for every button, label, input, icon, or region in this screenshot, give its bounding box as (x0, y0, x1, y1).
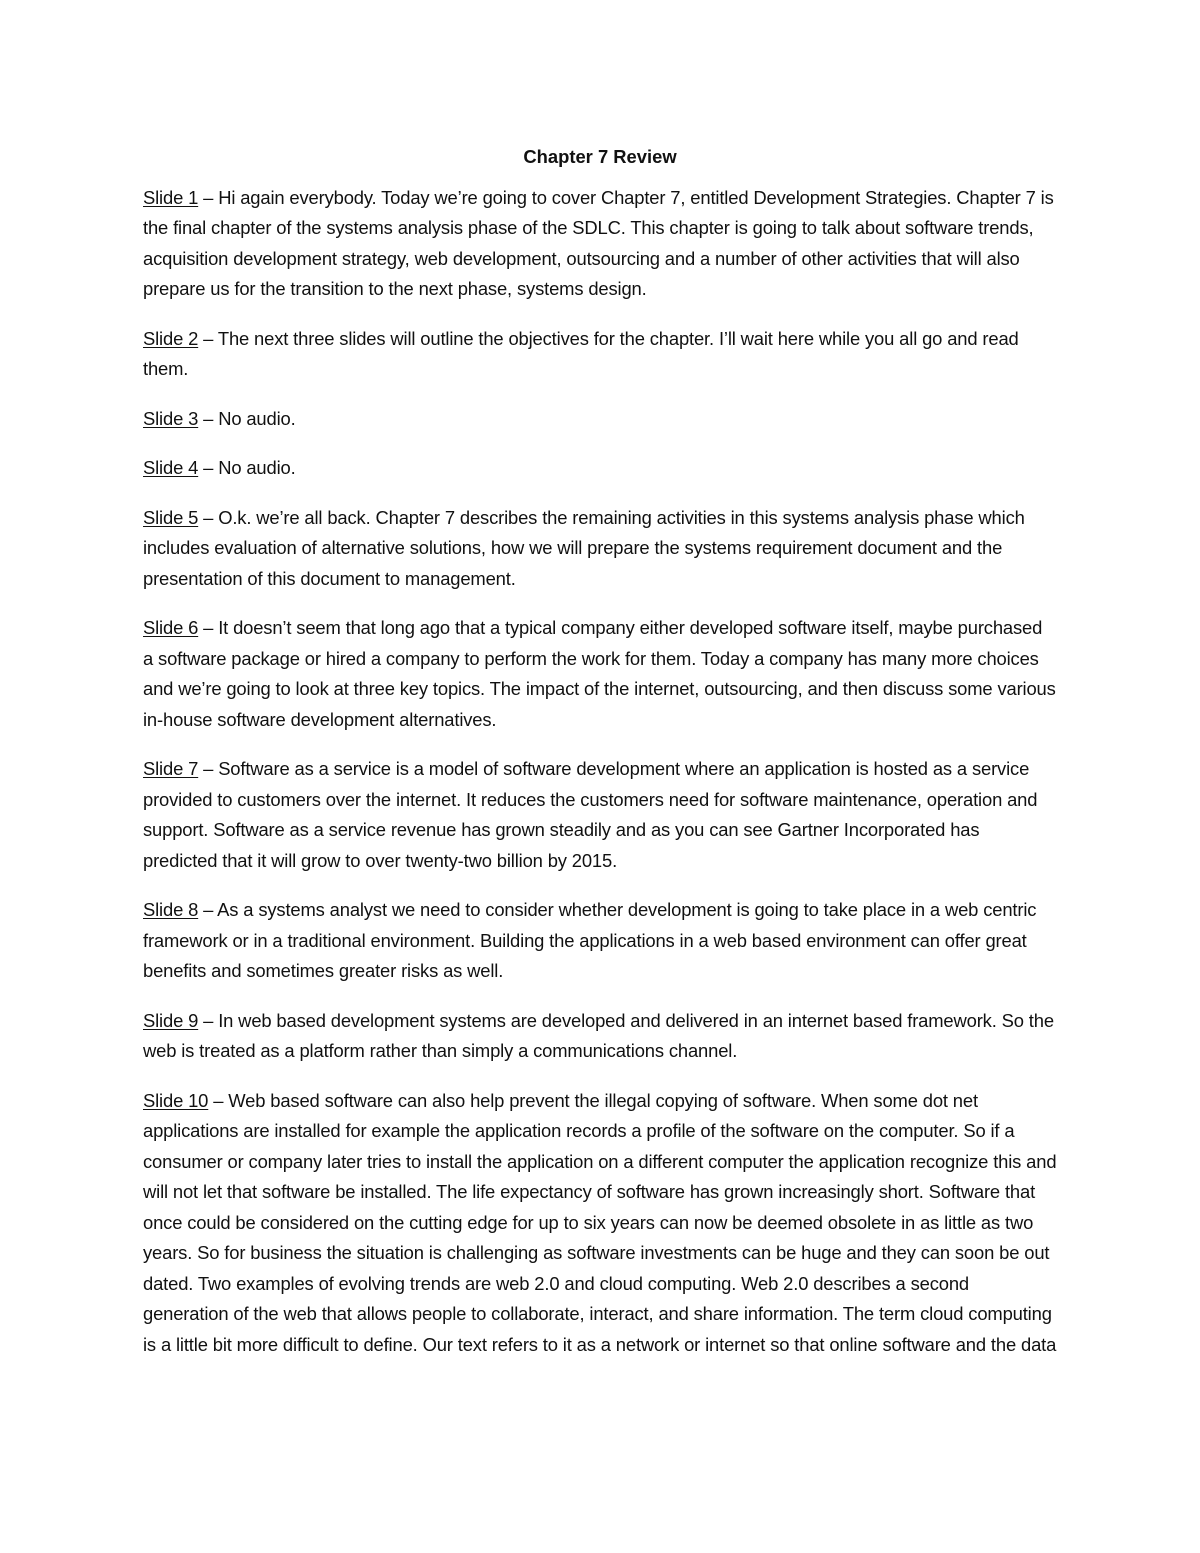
paragraph-slide-2 (143, 324, 1057, 385)
paragraph-slide-1 (143, 183, 1057, 305)
document-title: Chapter 7 Review (523, 146, 677, 167)
paragraph-text: Web based software can also help prevent the illegal copying of software. When some dot net applications are installed for example the application records a profile of the software on the computer. So if a consumer or company later tries to install the application on a different computer the application recognize this and will not let that software be installed. The life expectancy of software has grown increasingly short. Software that once could be considered on the cutting edge for up to six years can now be deemed obsolete in as little as two years. So for business the situation is challenging as software investments can be huge and they can soon be out dated. Two examples of evolving trends are web 2.0 and cloud computing. Web 2.0 describes a second generation of the web that allows people to collaborate, interact, and share information. The term cloud computing is a little bit more difficult to define. Our text refers to it as a network or internet so that online software and the data (143, 1089, 1057, 1355)
dash-separator: – (198, 758, 219, 779)
slide-label: Slide 3 (143, 407, 199, 429)
slide-label: Slide 9 (143, 1009, 199, 1031)
paragraph-slide-3 (143, 404, 1057, 435)
paragraph-slide-4 (143, 453, 1057, 484)
dash-separator: – (198, 327, 218, 349)
paragraph-slide-9 (143, 1006, 1057, 1067)
dash-separator: – (198, 1009, 219, 1031)
slide-label: Slide 8 (143, 899, 199, 920)
paragraph-text: Hi again everybody. Today we’re going to cover Chapter 7, entitled Development Strategies. Chapter 7 is the final chapter of the systems analysis phase of the SDLC. This chapter is going to talk about software trends, acquisition development strategy, web development, outsourcing and a number of other activities that will also prepare us for the transition to the next phase, systems design. (143, 186, 1054, 299)
dash-separator: – (198, 506, 219, 528)
dash-separator: – (198, 407, 219, 429)
paragraph-text: O.k. we’re all back. Chapter 7 describes the remaining activities in this systems analysis phase which includes evaluation of alternative solutions, how we will prepare the systems requirement document and the presentation of this document to management. (143, 506, 1025, 589)
slide-label: Slide 2 (143, 327, 199, 349)
paragraph-slide-8 (143, 895, 1057, 987)
slide-label: Slide 6 (143, 617, 199, 638)
paragraph-slide-5 (143, 503, 1057, 595)
paragraph-text: The next three slides will outline the objectives for the chapter. I’ll wait here while you all go and read them. (143, 327, 1019, 379)
dash-separator: – (198, 186, 219, 208)
dash-separator: – (198, 617, 219, 638)
paragraph-text: In web based development systems are developed and delivered in an internet based framework. So the web is treated as a platform rather than simply a communications channel. (143, 1009, 1054, 1061)
paragraph-slide-7 (143, 754, 1057, 876)
slide-label: Slide 7 (143, 758, 199, 779)
paragraph-slide-10 (143, 1086, 1057, 1361)
paragraph-text: No audio. (218, 407, 296, 429)
slide-label: Slide 4 (143, 457, 199, 478)
dash-separator: – (208, 1089, 229, 1111)
paragraph-slide-6 (143, 613, 1057, 735)
paragraph-text: As a systems analyst we need to consider whether development is going to take place in a web centric framework or in a traditional environment. Building the applications in a web based environment can offer great benefits and sometimes greater risks as well. (143, 899, 1037, 981)
paragraph-text: It doesn’t seem that long ago that a typical company either developed software itself, maybe purchased a software package or hired a company to perform the work for them. Today a company has many more choices and we’re going to look at three key topics. The impact of the internet, outsourcing, and then discuss some various in-house software development alternatives. (143, 617, 1056, 730)
paragraph-text: No audio. (218, 457, 296, 478)
dash-separator: – (198, 457, 219, 478)
slide-label: Slide 5 (143, 506, 199, 528)
dash-separator: – (198, 899, 218, 920)
slide-label: Slide 10 (143, 1089, 209, 1111)
slide-label: Slide 1 (143, 186, 199, 208)
paragraph-text: Software as a service is a model of software development where an application is hosted as a service provided to customers over the internet. It reduces the customers need for software maintenance, operation and support. Software as a service revenue has grown steadily and as you can see Gartner Incorporated has predicted that it will grow to over twenty-two billion by 2015. (143, 758, 1038, 871)
